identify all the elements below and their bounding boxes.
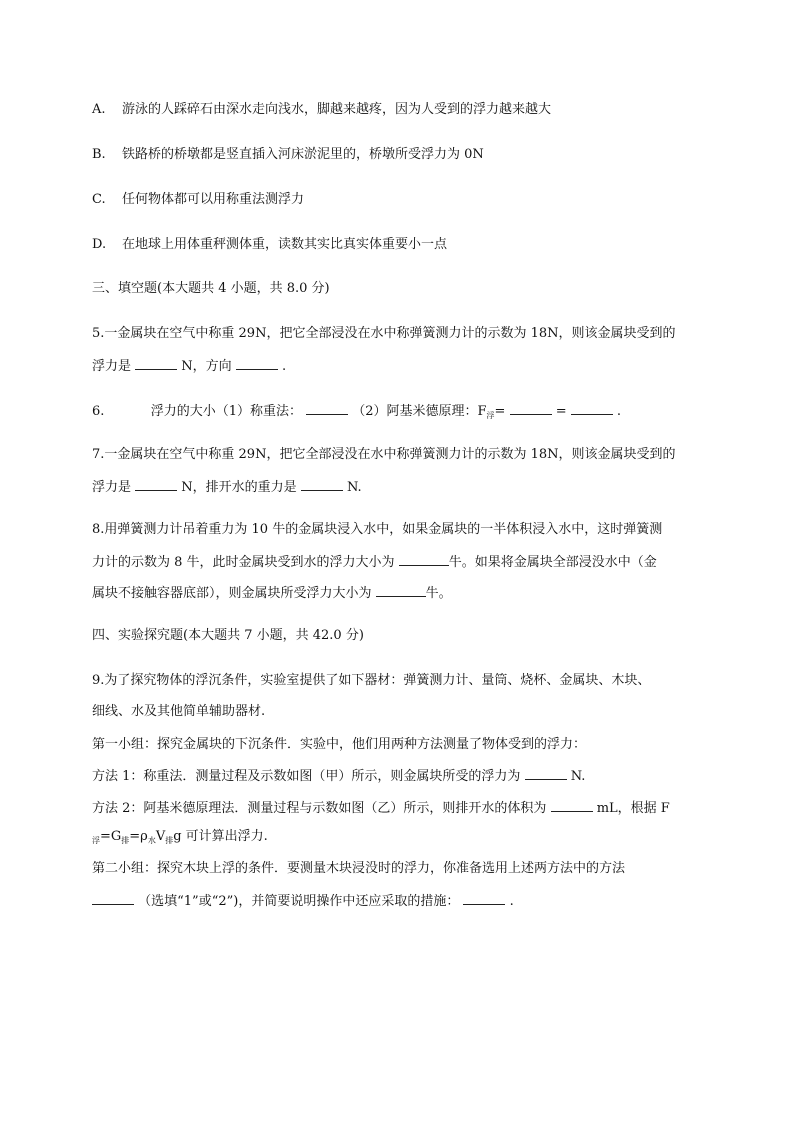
option-letter: C. [92,192,106,207]
q5-text-b: N，方向 [181,359,232,374]
q7-text-c: N. [346,480,362,495]
q9-line6-formula [92,829,268,849]
q9-method1-unit: N. [570,769,586,784]
q8-line2 [92,553,657,571]
q8-text-d: 牛。 [425,586,452,601]
q5-blank-direction[interactable] [236,357,278,370]
q9-blank-volume[interactable] [551,799,593,812]
q9-method2-unit: mL，根据 F [596,801,670,816]
q8-line1: 8.用弹簧测力计吊着重力为 10 牛的金属块浸入水中，如果金属块的一半体积浸入水中，这时弹簧测 [92,522,663,537]
q7-text-a: 浮力是 [92,480,132,495]
q6-text-d: = [555,404,567,419]
option-letter: B. [92,147,106,162]
q8-blank-half[interactable] [399,553,449,566]
option-text: 任何物体都可以用称重法测浮力 [122,192,305,207]
option-letter: D. [92,237,107,252]
q9-blank-measure[interactable] [463,892,505,905]
q8-text-c: 属块不接触容器底部），则金属块所受浮力大小为 [92,586,372,601]
q6-blank-1[interactable] [306,402,348,415]
q5-text-a: 浮力是 [92,359,132,374]
q9-line1: 9.为了探究物体的浮沉条件，实验室提供了如下器材：弹簧测力计、量筒、烧杯、金属块、木块、 [92,673,651,688]
q9-line8 [92,892,514,910]
option-d [92,237,447,253]
q5-line2 [92,357,286,375]
q9-text-choice: （选填“1”或“2”)，并简要说明操作中还应采取的措施： [138,894,460,909]
q6-blank-3[interactable] [571,402,613,415]
q9-line4 [92,767,585,785]
q6-text-b: （2）阿基米德原理：F [352,404,487,419]
q9-text-end: . [509,894,514,909]
q6-number: 6. [92,404,105,419]
option-letter: A. [92,102,106,117]
section-title-fill-blank: 三、填空题(本大题共 4 小题，共 8.0 分) [92,281,330,296]
formula-part: g 可计算出浮力. [173,829,268,844]
q5-line1: 5.一金属块在空气中称重 29N，把它全部浸没在水中称弹簧测力计的示数为 18N，则该金属块受到的 [92,326,676,341]
formula-part: V [155,829,166,844]
q8-blank-full[interactable] [376,584,426,597]
q6-text-a: 浮力的大小（1）称重法： [150,404,302,419]
q9-blank-method-choice[interactable] [92,892,134,905]
formula-part: =G [100,829,122,844]
q9-method2-text: 方法 2：阿基米德原理法．测量过程与示数如图（乙）所示，则排开水的体积为 [92,801,547,816]
q9-blank-method1-buoyancy[interactable] [525,767,567,780]
q8-text-b: 牛。如果将金属块全部浸没水中（金 [448,555,657,570]
q6-text-c: = [494,404,506,419]
q7-blank-displaced-weight[interactable] [301,478,343,491]
q6-line [92,402,621,424]
formula-sub: 排 [165,836,174,845]
option-a [92,102,551,118]
q8-line3 [92,584,452,602]
q9-line3: 第一小组：探究金属块的下沉条件．实验中，他们用两种方法测量了物体受到的浮力： [92,737,587,752]
q5-text-c: . [281,359,287,374]
q6-sub: 浮 [486,411,495,420]
q7-line1: 7.一金属块在空气中称重 29N，把它全部浸没在水中称弹簧测力计的示数为 18N，则该金属块受到的 [92,447,676,462]
formula-sub: 排 [121,836,130,845]
q5-blank-magnitude[interactable] [135,357,177,370]
q7-line2 [92,478,362,496]
q7-blank-buoyancy[interactable] [135,478,177,491]
q6-blank-2[interactable] [510,402,552,415]
formula-sub: 浮 [92,836,100,845]
q9-line7: 第二小组：探究木块上浮的条件．要测量木块浸没时的浮力，你准备选用上述两方法中的方法 [92,861,626,876]
option-text: 游泳的人踩碎石由深水走向浅水，脚越来越疼，因为人受到的浮力越来越大 [122,102,552,117]
option-b [92,147,484,163]
formula-part: =ρ [129,829,148,844]
q9-line2: 细线、水及其他简单辅助器材. [92,704,266,719]
option-text: 在地球上用体重秤测体重，读数其实比真实体重要小一点 [122,237,448,252]
q9-line5 [92,799,670,817]
q7-text-b: N，排开水的重力是 [181,480,297,495]
section-title-experiment: 四、实验探究题(本大题共 7 小题，共 42.0 分) [92,628,364,643]
q6-text-e: . [616,404,622,419]
option-text: 铁路桥的桥墩都是竖直插入河床淤泥里的，桥墩所受浮力为 0N [122,147,484,162]
q9-method1-text: 方法 1：称重法．测量过程及示数如图（甲）所示，则金属块所受的浮力为 [92,769,521,784]
q8-text-a: 力计的示数为 8 牛，此时金属块受到水的浮力大小为 [92,555,395,570]
formula-sub: 水 [147,836,156,845]
option-c [92,192,304,208]
